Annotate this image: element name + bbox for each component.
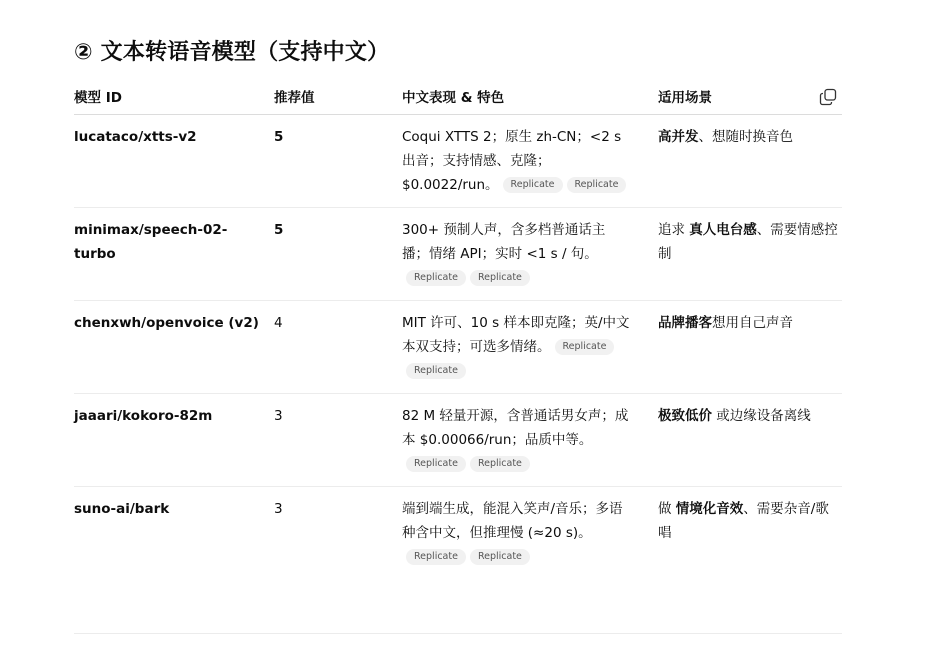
copy-icon bbox=[819, 88, 837, 106]
feature-cell bbox=[402, 218, 630, 290]
feature-text: 82 M 轻量开源，含普通话男女声；成本 $0.00066/run；品质中等。 bbox=[402, 408, 629, 448]
source-tag[interactable]: Replicate bbox=[470, 549, 530, 565]
scenario-highlight: 极致低价 bbox=[658, 408, 712, 424]
scenario-cell bbox=[658, 497, 842, 545]
source-tag[interactable]: Replicate bbox=[406, 363, 466, 379]
recommend-value: 4 bbox=[274, 315, 283, 331]
scenario-cell bbox=[658, 218, 842, 266]
source-tag[interactable]: Replicate bbox=[406, 549, 466, 565]
header-features: 中文表现 & 特色 bbox=[402, 90, 505, 106]
scenario-highlight: 真人电台感 bbox=[689, 222, 757, 238]
scenario-text: 想用自己声音 bbox=[712, 315, 793, 331]
feature-cell bbox=[402, 125, 630, 197]
scenario-cell bbox=[658, 125, 842, 149]
model-id: jaaari/kokoro-82m bbox=[74, 408, 213, 424]
feature-text: 端到端生成，能混入笑声/音乐；多语种含中文，但推理慢 (≈20 s)。 bbox=[402, 501, 623, 541]
model-id: chenxwh/openvoice (v2) bbox=[74, 315, 259, 331]
header-recommend: 推荐值 bbox=[274, 90, 315, 106]
recommend-value: 3 bbox=[274, 501, 283, 517]
source-tag[interactable]: Replicate bbox=[503, 177, 563, 193]
model-id: suno-ai/bark bbox=[74, 501, 170, 517]
feature-text: MIT 许可、10 s 样本即克隆；英/中文本双支持；可选多情绪。 bbox=[402, 315, 630, 355]
feature-text: Coqui XTTS 2；原生 zh-CN；<2 s 出音；支持情感、克隆；$0.0022/run。 bbox=[402, 129, 622, 193]
table-row bbox=[74, 487, 842, 634]
feature-cell bbox=[402, 311, 630, 383]
model-id: minimax/speech-02-turbo bbox=[74, 222, 228, 262]
header-model-id: 模型 ID bbox=[74, 90, 122, 106]
feature-cell bbox=[402, 404, 630, 476]
feature-text: 300+ 预制人声，含多档普通话主播；情绪 API；实时 <1 s / 句。 bbox=[402, 222, 606, 262]
copy-table-button[interactable] bbox=[818, 87, 838, 107]
table-row bbox=[74, 394, 842, 487]
source-tag[interactable]: Replicate bbox=[406, 270, 466, 286]
models-table bbox=[74, 84, 842, 634]
scenario-text: 或边缘设备离线 bbox=[712, 408, 811, 424]
scenario-text: 、需要杂音/歌唱 bbox=[658, 501, 829, 541]
recommend-value: 3 bbox=[274, 408, 283, 424]
table-row bbox=[74, 301, 842, 394]
source-tag[interactable]: Replicate bbox=[470, 456, 530, 472]
table-header bbox=[74, 84, 842, 115]
source-tag[interactable]: Replicate bbox=[406, 456, 466, 472]
source-tag[interactable]: Replicate bbox=[470, 270, 530, 286]
source-tag[interactable]: Replicate bbox=[567, 177, 627, 193]
table-row bbox=[74, 208, 842, 301]
scenario-highlight: 情境化音效 bbox=[675, 501, 744, 517]
header-scenarios: 适用场景 bbox=[658, 90, 712, 106]
scenario-prefix: 追求 bbox=[658, 222, 690, 238]
scenario-text: 、想随时换音色 bbox=[698, 129, 793, 145]
scenario-text: 、需要情感控制 bbox=[658, 222, 838, 262]
recommend-value: 5 bbox=[274, 129, 284, 145]
scenario-cell bbox=[658, 404, 842, 428]
source-tag[interactable]: Replicate bbox=[555, 339, 615, 355]
scenario-cell bbox=[658, 311, 842, 335]
recommend-value: 5 bbox=[274, 222, 284, 238]
model-id: lucataco/xtts-v2 bbox=[74, 129, 197, 145]
scenario-highlight: 品牌播客 bbox=[658, 315, 712, 331]
section-heading: ② 文本转语音模型（支持中文） bbox=[74, 40, 390, 65]
feature-cell bbox=[402, 497, 630, 569]
scenario-highlight: 高并发 bbox=[658, 129, 699, 145]
scenario-prefix: 做 bbox=[658, 501, 676, 517]
table-row bbox=[74, 115, 842, 208]
